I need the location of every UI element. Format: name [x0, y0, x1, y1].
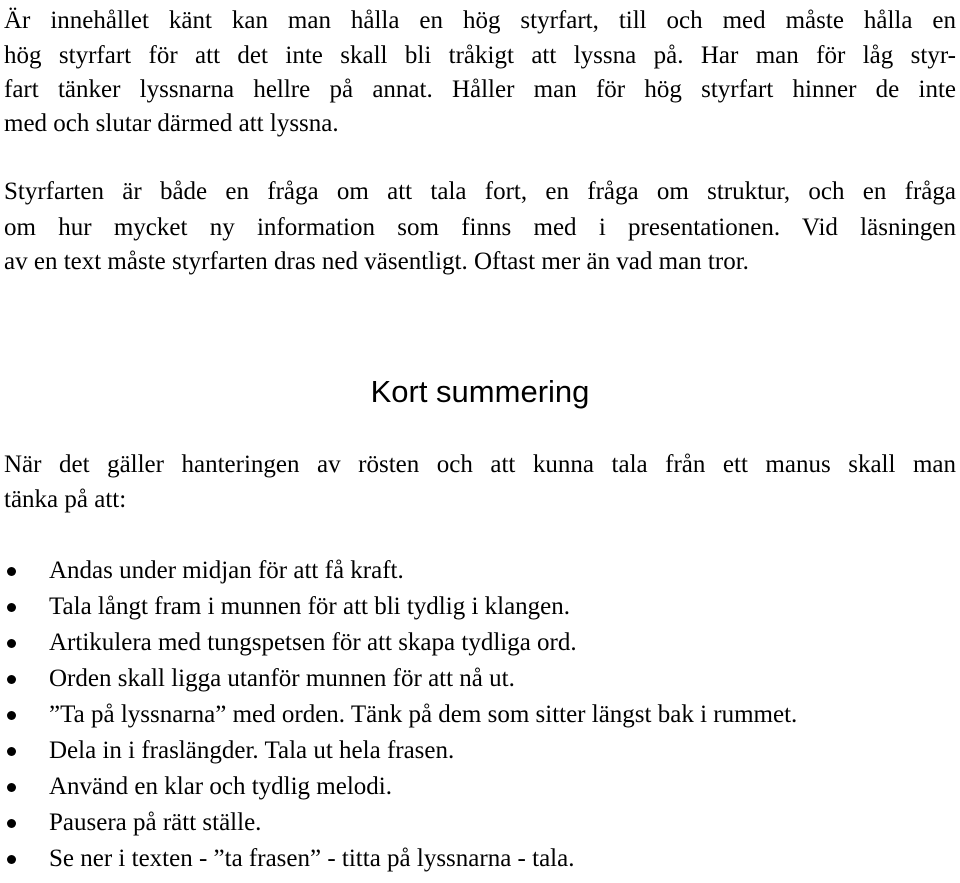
bullet-icon — [7, 855, 16, 864]
bullet-icon — [7, 819, 16, 828]
bullet-icon — [7, 747, 16, 756]
section-heading: Kort summering — [370, 374, 590, 409]
list-item-text: Använd en klar och tydlig melodi. — [49, 773, 392, 800]
bullet-icon — [7, 639, 16, 648]
bullet-icon — [7, 603, 16, 612]
paragraph-3-line-1: När det gäller hanteringen av rösten och att kunna tala från ett manus skall man — [4, 451, 956, 478]
paragraph-2-line-2: om hur mycket ny information som finns med i presentationen. Vid läsningen — [4, 214, 956, 241]
list-item-text: Tala långt fram i munnen för att bli tydlig i klangen. — [49, 593, 571, 620]
list-item-text: Dela in i fraslängder. Tala ut hela frasen. — [49, 737, 455, 764]
bullet-icon — [7, 783, 16, 792]
list-item-text: ”Ta på lyssnarna” med orden. Tänk på dem som sitter längst bak i rummet. — [49, 701, 798, 728]
list-item-text: Orden skall ligga utanför munnen för att nå ut. — [49, 665, 515, 692]
paragraph-1-line-3: fart tänker lyssnarna hellre på annat. Håller man för hög styrfart hinner de inte — [4, 76, 956, 103]
bullet-icon — [7, 567, 16, 576]
paragraph-1-line-4: med och slutar därmed att lyssna. — [4, 110, 339, 137]
bullet-icon — [7, 711, 16, 720]
bullet-icon — [7, 675, 16, 684]
paragraph-2-line-1: Styrfarten är både en fråga om att tala fort, en fråga om struktur, och en fråga — [4, 178, 956, 205]
paragraph-2-line-3: av en text måste styrfarten dras ned väsentligt. Oftast mer än vad man tror. — [4, 248, 749, 275]
paragraph-1-line-1: Är innehållet känt kan man hålla en hög styrfart, till och med måste hålla en — [4, 7, 956, 34]
paragraph-3-line-2: tänka på att: — [4, 486, 127, 513]
list-item-text: Pausera på rätt ställe. — [49, 809, 262, 836]
list-item-text: Artikulera med tungspetsen för att skapa tydliga ord. — [49, 629, 577, 656]
list-item-text: Se ner i texten - ”ta frasen” - titta på lyssnarna - tala. — [49, 845, 575, 872]
paragraph-1-line-2: hög styrfart för att det inte skall bli tråkigt att lyssna på. Har man för låg styr- — [4, 42, 956, 69]
list-item-text: Andas under midjan för att få kraft. — [49, 557, 404, 584]
